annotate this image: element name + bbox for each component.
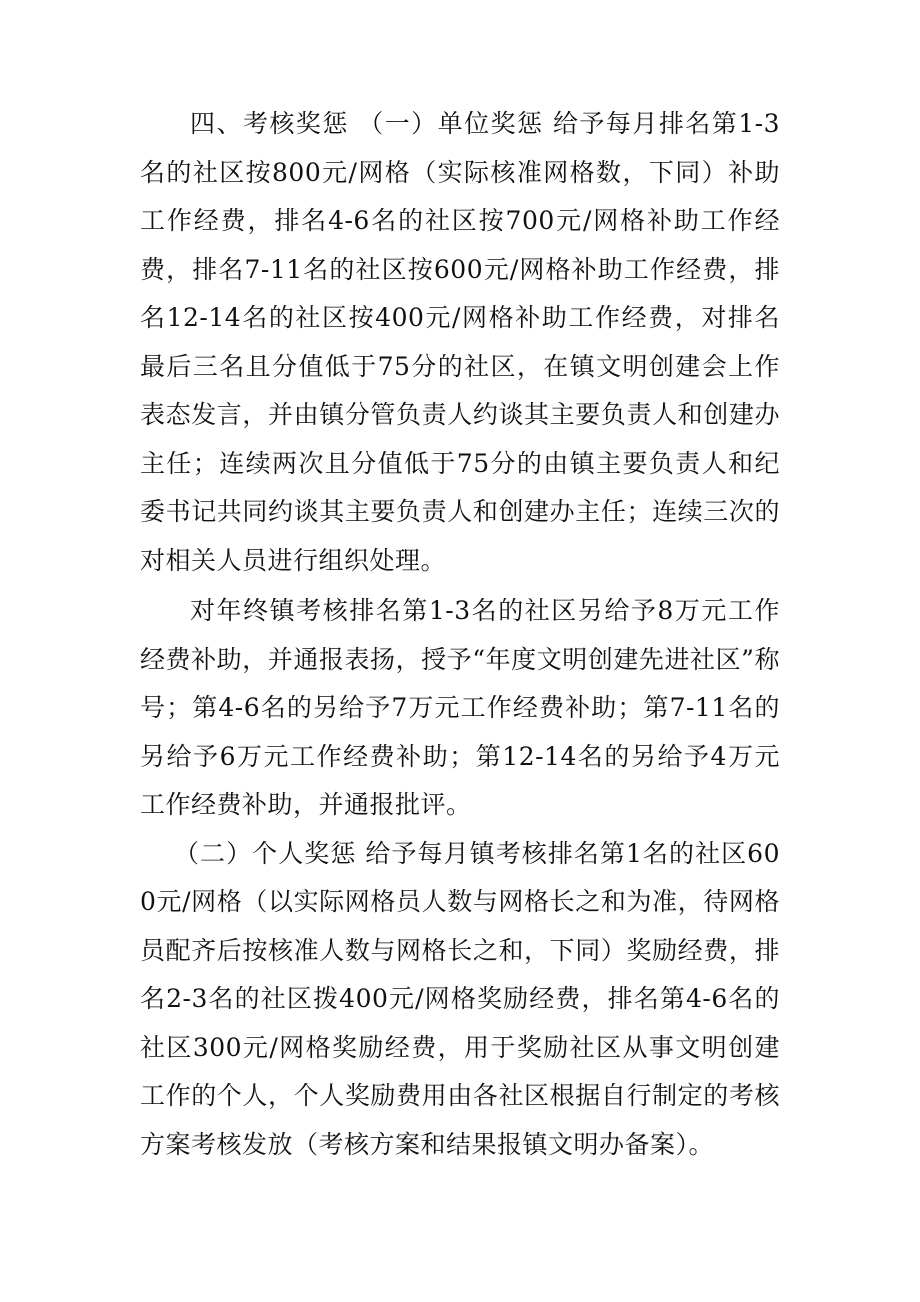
paragraph-individual-rewards: （二）个人奖惩 给予每月镇考核排名第1名的社区600元/网格（以实际网格员人数与网格长之和为准，待网格员配齐后按核准人数与网格长之和，下同）奖励经费，排名2-3名的社区拨400元/网格奖励经费，排名第4-6名的社区300元/网格奖励经费，用于奖励社区从事文明创建工作的个人，个人奖励费用由各社区根据自行制定的考核方案考核发放（考核方案和结果报镇文明办备案）。 <box>140 838 780 1159</box>
document-body <box>140 100 780 1169</box>
paragraph-annual-rewards: 对年终镇考核排名第1-3名的社区另给予8万元工作经费补助，并通报表扬，授予“年度文明创建先进社区”称号；第4-6名的另给予7万元工作经费补助；第7-11名的另给予6万元工作经费补助；第12-14名的另给予4万元工作经费补助，并通报批评。 <box>140 596 780 819</box>
paragraph-unit-rewards: 四、考核奖惩 （一）单位奖惩 给予每月排名第1-3名的社区按800元/网格（实际核准网格数，下同）补助工作经费，排名4-6名的社区按700元/网格补助工作经费，排名7-11名的社区按600元/网格补助工作经费，排名12-14名的社区按400元/网格补助工作经费，对排名最后三名且分值低于75分的社区，在镇文明创建会上作表态发言，并由镇分管负责人约谈其主要负责人和创建办主任；连续两次且分值低于75分的由镇主要负责人和纪委书记共同约谈其主要负责人和创建办主任；连续三次的对相关人员进行组织处理。 <box>140 109 780 575</box>
